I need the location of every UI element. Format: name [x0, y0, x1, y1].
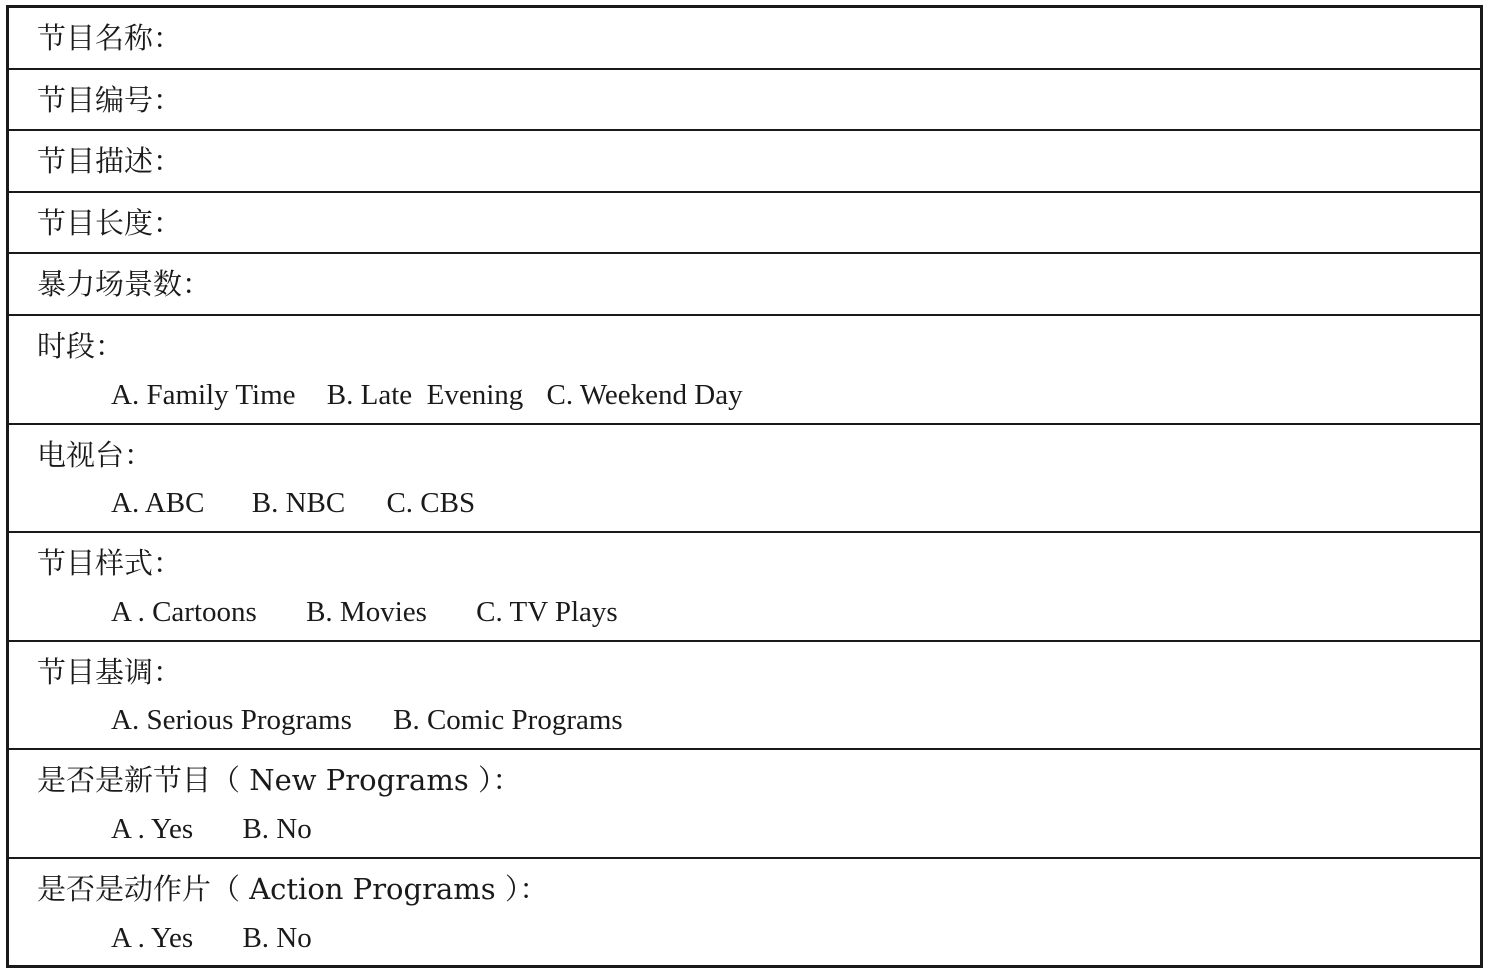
- option-no: B. No: [242, 813, 312, 845]
- field-program-description: [9, 131, 1480, 193]
- new-program-options: [111, 811, 312, 847]
- action-program-options: [111, 920, 312, 956]
- option-movies: B. Movies: [306, 596, 427, 628]
- option-cbs: C. CBS: [386, 487, 476, 519]
- option-yes: A . Yes: [111, 922, 194, 954]
- option-abc: A. ABC: [111, 487, 205, 519]
- program-coding-form: [6, 5, 1483, 968]
- field-program-number: [9, 70, 1480, 131]
- option-tv-plays: C. TV Plays: [476, 596, 618, 628]
- field-label: 时段：: [37, 329, 125, 363]
- tv-station-options: [111, 485, 475, 521]
- option-no: B. No: [242, 922, 312, 954]
- field-label: 节目样式：: [37, 546, 183, 580]
- field-label: 电视台：: [37, 438, 154, 472]
- field-tv-station: [9, 425, 1480, 533]
- option-serious-programs: A. Serious Programs: [111, 704, 352, 736]
- program-tone-options: [111, 702, 623, 738]
- field-label: 节目基调：: [37, 655, 183, 689]
- field-program-genre: [9, 533, 1480, 642]
- option-family-time: A. Family Time: [111, 379, 296, 411]
- time-slot-options: [111, 377, 743, 413]
- field-action-program: [9, 859, 1480, 965]
- field-new-program: [9, 750, 1480, 859]
- field-label: 节目名称：: [37, 21, 183, 55]
- field-label: 是否是新节目（ New Programs ）：: [37, 763, 522, 797]
- program-genre-options: [111, 594, 618, 630]
- option-nbc: B. NBC: [251, 487, 346, 519]
- field-time-slot: [9, 316, 1480, 425]
- field-program-length: [9, 193, 1480, 254]
- option-comic-programs: B. Comic Programs: [393, 704, 623, 736]
- field-label: 节目长度：: [37, 206, 183, 240]
- field-program-name: [9, 8, 1480, 70]
- field-label: 是否是动作片（ Action Programs ）：: [37, 872, 549, 906]
- option-weekend-day: C. Weekend Day: [546, 379, 743, 411]
- field-label: 节目编号：: [37, 83, 183, 117]
- option-yes: A . Yes: [111, 813, 194, 845]
- field-label: 节目描述：: [37, 144, 183, 178]
- field-violent-scene-count: [9, 254, 1480, 316]
- option-cartoons: A . Cartoons: [111, 596, 257, 628]
- option-late-evening: B. Late Evening: [326, 379, 524, 411]
- field-label: 暴力场景数：: [37, 267, 212, 301]
- field-program-tone: [9, 642, 1480, 750]
